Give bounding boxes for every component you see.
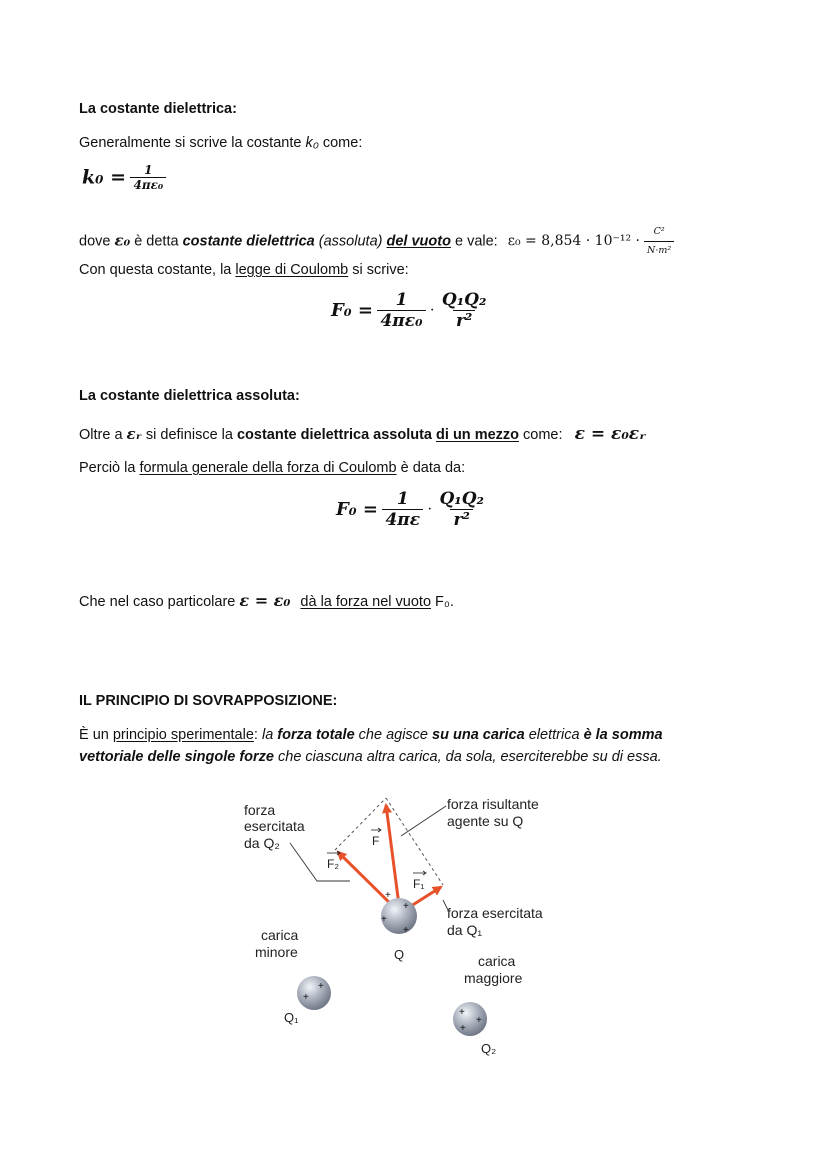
- label-q1: Q₁: [284, 1010, 299, 1025]
- eps0-value: ε₀ = 8,854 · 10⁻¹² ·: [507, 233, 640, 250]
- label-q2: Q₂: [481, 1041, 497, 1056]
- f0-den2: r²: [453, 310, 475, 331]
- f0-num2: Q₁Q₂: [441, 290, 487, 310]
- epsr-symbol: εᵣ: [126, 425, 142, 443]
- label-carica-minore-2: minore: [255, 944, 298, 960]
- p-bi1: forza totale: [277, 727, 355, 743]
- label-forza-q2-3: da Q₂: [244, 835, 280, 851]
- sphere-q2: [453, 1002, 487, 1036]
- label-forza-q2-1: forza: [244, 802, 276, 818]
- svg-text:+: +: [459, 1007, 465, 1018]
- svg-text:+: +: [303, 992, 309, 1003]
- label-carica-minore-1: carica: [261, 927, 299, 943]
- svg-text:+: +: [403, 925, 409, 936]
- k0-symbol: k₀: [305, 135, 319, 151]
- f-num2: Q₁Q₂: [439, 489, 484, 509]
- p-line2-bi: vettoriale delle singole forze: [79, 749, 274, 765]
- parallelogram-dashed: [335, 798, 443, 885]
- dove-term: costante dielettrica: [182, 233, 315, 250]
- oltre-term: costante dielettrica assoluta: [236, 427, 432, 443]
- callout-lines: [290, 806, 448, 910]
- coulomb-pre: Con questa costante, la: [79, 262, 236, 278]
- f-dot: ·: [427, 501, 432, 518]
- k0-lhs: k₀ =: [82, 166, 127, 189]
- p-line2-i: che ciascuna altra carica, da sola, eserciterebbe su di essa.: [274, 749, 662, 765]
- heading-costante-assoluta: La costante dielettrica assoluta:: [79, 388, 300, 404]
- f0-dot: ·: [429, 302, 435, 319]
- p-colon: :: [253, 727, 262, 743]
- f-lhs: F₀ =: [336, 499, 379, 520]
- oltre-mid: si definisce la: [141, 427, 237, 443]
- oltre-term2: di un mezzo: [436, 427, 520, 443]
- label-forza-q1-2: da Q₁: [447, 922, 483, 938]
- p-i1: la: [261, 727, 278, 743]
- caso-pre: Che nel caso particolare: [79, 594, 240, 610]
- coulomb-post: si scrive:: [348, 262, 409, 278]
- vector-labels: [327, 828, 426, 891]
- vec-f1: F₁: [413, 877, 425, 891]
- eps0-unit-den: N·m²: [644, 241, 674, 260]
- eps0-unit-num: C²: [653, 226, 665, 237]
- f0-num1: 1: [395, 290, 408, 310]
- k0-den: 4πε₀: [130, 177, 166, 192]
- dove-pre: dove: [79, 233, 115, 250]
- label-forza-q2-2: esercitata: [244, 818, 305, 834]
- coulomb-link: legge di Coulomb: [235, 262, 349, 278]
- label-risultante-1: forza risultante: [447, 796, 539, 812]
- vec-f2: F₂: [327, 857, 339, 871]
- p-bi3: è la somma: [583, 727, 663, 743]
- percio-link: formula generale della forza di Coulomb: [139, 460, 397, 476]
- p-bi2b: elettrica: [524, 727, 584, 743]
- caso-post: F₀.: [431, 594, 454, 610]
- p-pre: È un: [79, 727, 113, 743]
- f0-den1: 4πε₀: [377, 310, 425, 331]
- svg-text:+: +: [460, 1023, 466, 1034]
- eps-eq: ε = ε₀εᵣ: [574, 424, 647, 444]
- oltre-pre: Oltre a: [79, 427, 127, 443]
- dove-vale: e vale:: [450, 233, 498, 250]
- dove-mid: è detta: [130, 233, 183, 250]
- sphere-q1: [297, 976, 331, 1010]
- svg-text:+: +: [385, 890, 391, 901]
- svg-text:+: +: [476, 1015, 482, 1026]
- vec-f: F: [372, 834, 380, 848]
- label-carica-maggiore-1: carica: [478, 953, 516, 969]
- dove-paren: (assoluta): [314, 233, 387, 250]
- label-q: Q: [394, 947, 405, 962]
- dove-term2: del vuoto: [386, 233, 451, 250]
- f0-lhs: F₀ =: [331, 300, 374, 321]
- label-risultante-2: agente su Q: [447, 813, 524, 829]
- intro-post: come:: [318, 135, 363, 151]
- intro-pre: Generalmente si scrive la costante: [79, 135, 306, 151]
- svg-text:+: +: [318, 981, 324, 992]
- k0-num: 1: [144, 163, 153, 177]
- f-den1: 4πε: [382, 509, 423, 530]
- label-forza-q1-1: forza esercitata: [447, 905, 543, 921]
- svg-text:+: +: [403, 901, 409, 912]
- heading-sovrapposizione: IL PRINCIPIO DI SOVRAPPOSIZIONE:: [79, 693, 338, 709]
- f-den2: r²: [450, 509, 472, 530]
- eps0-symbol: ε₀: [114, 231, 131, 250]
- svg-text:+: +: [381, 914, 387, 925]
- caso-eq: ε = ε₀: [239, 591, 291, 610]
- p-bi2: su una carica: [432, 727, 525, 743]
- p-link: principio sperimentale: [112, 727, 254, 743]
- heading-costante-dielettrica: La costante dielettrica:: [79, 101, 237, 117]
- percio-pre: Perciò la: [79, 460, 140, 476]
- label-carica-maggiore-2: maggiore: [464, 970, 523, 986]
- caso-link: dà la forza nel vuoto: [300, 594, 432, 610]
- f-num1: 1: [396, 489, 409, 509]
- p-i2: che agisce: [354, 727, 433, 743]
- percio-post: è data da:: [396, 460, 466, 476]
- oltre-post: come:: [519, 427, 563, 443]
